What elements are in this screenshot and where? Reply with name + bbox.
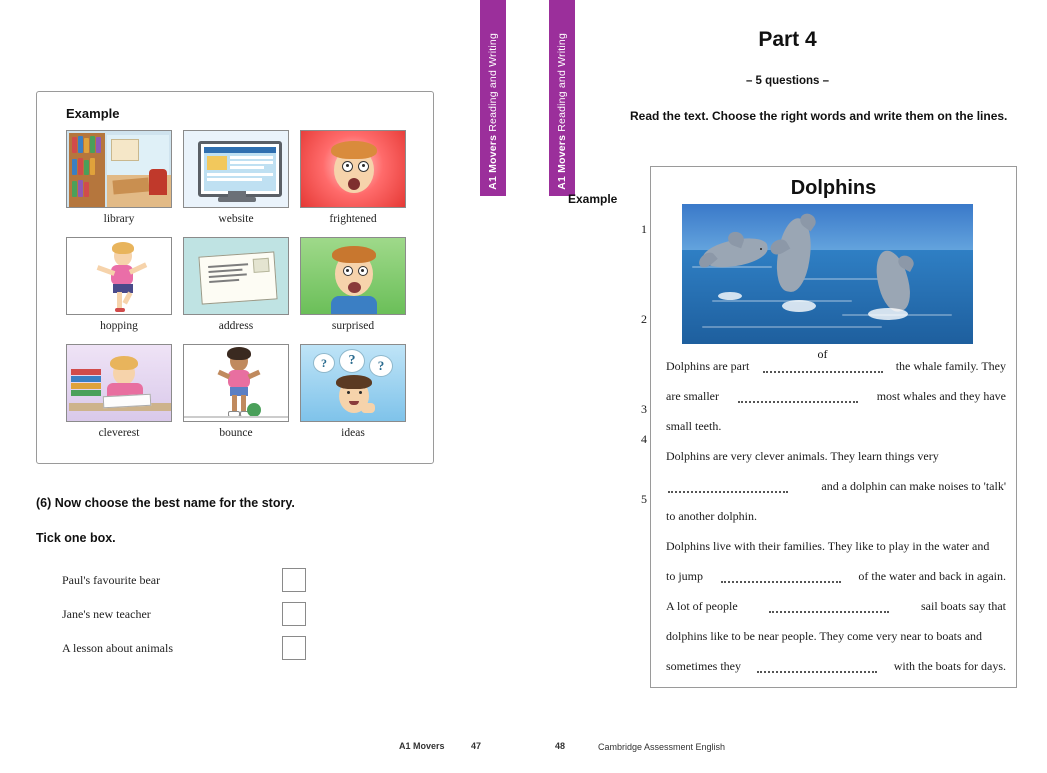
line-number (613, 334, 647, 364)
side-tab-left (480, 0, 506, 196)
option-label: Jane's new teacher (62, 606, 151, 621)
girl-bouncing-ball-illustration (183, 344, 289, 422)
picture-grid (66, 130, 406, 447)
picture-caption: bounce (219, 427, 253, 439)
tick-one-box-instruction: Tick one box. (36, 531, 116, 545)
part-title: Part 4 (758, 28, 817, 51)
line-text-before: Dolphins are part (666, 359, 750, 373)
line-text-after: of the water and back in again. (858, 569, 1006, 583)
part-instruction: Read the text. Choose the right words and write them on the lines. (630, 109, 1008, 123)
picture-cell-surprised (300, 237, 406, 340)
picture-caption: ideas (341, 427, 365, 439)
option-row[interactable] (62, 597, 392, 631)
line-number: 2 (641, 312, 647, 326)
side-tab-right-text (549, 33, 575, 190)
line-number: 3 (641, 402, 647, 416)
line-text-before: to jump (666, 569, 704, 583)
picture-caption: library (103, 213, 135, 225)
line-text-after: the whale family. They (895, 359, 1006, 373)
option-label: Paul's favourite bear (62, 572, 161, 587)
side-tab-left-text (480, 33, 506, 190)
cloze-line-2 (666, 471, 1006, 501)
part-subtitle: – 5 questions – (745, 75, 830, 87)
option-label: A lesson about animals (62, 640, 173, 655)
line-text-after: sail boats say that (921, 599, 1006, 613)
line-text: dolphins like to be near people. They come very near to boats and (666, 629, 983, 643)
line-number-column (613, 184, 647, 514)
option-row[interactable] (62, 631, 392, 665)
line-number (613, 184, 647, 214)
option-tickbox[interactable] (282, 636, 306, 660)
answer-blank-4[interactable] (769, 599, 889, 613)
story-name-options (62, 563, 392, 665)
line-text-before: sometimes they (666, 659, 741, 673)
option-tickbox[interactable] (282, 602, 306, 626)
example-box-title: Example (66, 106, 120, 121)
line-text: to another dolphin. (666, 509, 757, 523)
line-number: 1 (641, 222, 647, 236)
cloze-line-5 (666, 651, 1006, 681)
question-6-text: (6) Now choose the best name for the story. (36, 496, 295, 510)
cloze-line-example (666, 351, 1006, 381)
picture-cell-frightened (300, 130, 406, 233)
cloze-line-plain (666, 621, 1006, 651)
answer-blank-1[interactable] (738, 389, 858, 403)
line-number (613, 274, 647, 304)
option-row[interactable] (62, 563, 392, 597)
cloze-line-plain (666, 501, 1006, 531)
line-text-before: are smaller (666, 389, 719, 403)
story-title: Dolphins (790, 177, 877, 199)
picture-cell-website (183, 130, 289, 233)
side-tab-left-bold: A1 Movers (487, 135, 499, 190)
three-dolphins-in-sea-illustration (682, 204, 973, 344)
cloze-line-3 (666, 561, 1006, 591)
line-number (613, 454, 647, 484)
envelope-address-illustration (183, 237, 289, 315)
cloze-lines (666, 351, 1006, 681)
picture-cell-bounce (183, 344, 289, 447)
picture-caption: website (218, 213, 254, 225)
right-page-number: 48 (555, 741, 566, 751)
picture-cell-address (183, 237, 289, 340)
line-text: Dolphins live with their families. They like to play in the water and (666, 539, 990, 553)
line-text-after: and a dolphin can make noises to 'talk' (821, 479, 1006, 493)
answer-blank-5[interactable] (757, 659, 877, 673)
line-text-after: most whales and they have (876, 389, 1006, 403)
girl-hopping-illustration (66, 237, 172, 315)
example-row-label: Example (568, 192, 618, 206)
line-text: small teeth. (666, 419, 722, 433)
line-number (613, 364, 647, 394)
reading-text-box (650, 166, 1017, 688)
answer-blank-2[interactable] (668, 479, 788, 493)
surprised-boy-illustration (300, 237, 406, 315)
line-number: 5 (641, 492, 647, 506)
line-text-before: A lot of people (666, 599, 738, 613)
frightened-face-illustration (300, 130, 406, 208)
girl-reading-books-illustration (66, 344, 172, 422)
picture-caption: frightened (329, 213, 377, 225)
answer-blank-3[interactable] (721, 569, 841, 583)
line-text: Dolphins are very clever animals. They learn things very (666, 449, 939, 463)
cloze-line-1 (666, 381, 1006, 411)
picture-cell-hopping (66, 237, 172, 340)
side-tab-right-bold: A1 Movers (556, 135, 568, 190)
right-page (528, 0, 1047, 773)
answer-blank-example[interactable] (763, 359, 883, 373)
library-illustration (66, 130, 172, 208)
option-tickbox[interactable] (282, 568, 306, 592)
picture-caption: cleverest (98, 427, 140, 439)
side-tab-right-rest: Reading and Writing (556, 33, 568, 136)
picture-cell-library (66, 130, 172, 233)
line-number: 4 (641, 432, 647, 446)
right-page-footer: Cambridge Assessment English (598, 742, 726, 752)
left-page-footer: A1 Movers (399, 741, 445, 751)
picture-caption: hopping (100, 320, 138, 332)
side-tab-left-rest: Reading and Writing (487, 33, 499, 136)
cloze-line-plain (666, 531, 1006, 561)
line-text-after: with the boats for days. (893, 659, 1006, 673)
picture-caption: address (218, 320, 254, 332)
computer-monitor-illustration (183, 130, 289, 208)
line-number (613, 244, 647, 274)
example-picture-box (36, 91, 434, 464)
picture-caption: surprised (331, 320, 375, 332)
thinking-boy-question-marks-illustration: ? ? ? (300, 344, 406, 422)
left-page-number: 47 (471, 741, 482, 751)
picture-cell-ideas (300, 344, 406, 447)
cloze-line-plain (666, 411, 1006, 441)
cloze-line-plain (666, 441, 1006, 471)
cloze-line-4 (666, 591, 1006, 621)
picture-cell-cleverest (66, 344, 172, 447)
